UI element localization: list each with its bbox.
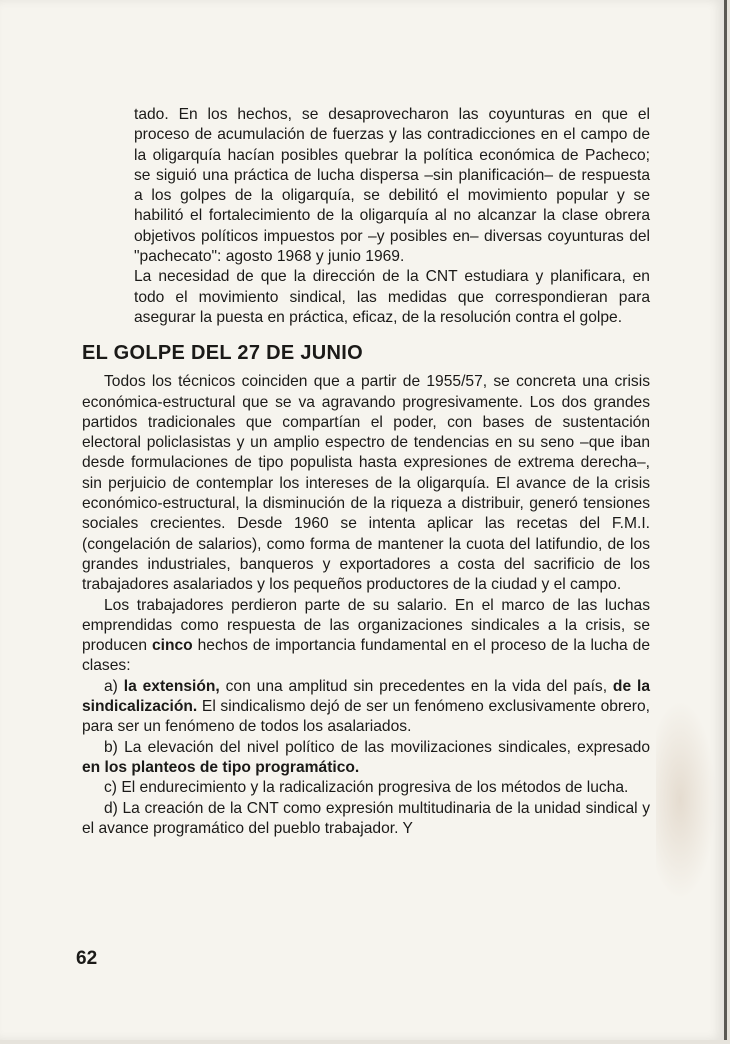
text-run: hechos de importancia fundamental en el proceso de la lucha de clases: [82, 637, 650, 675]
list-item-c: c) El endurecimiento y la radicalización progresiva de los métodos de lucha. [104, 779, 629, 797]
bold-run: en los planteos de tipo programático. [82, 758, 360, 776]
indented-block [82, 105, 650, 328]
page-number: 62 [76, 948, 98, 969]
list-item-d: d) La creación de la CNT como expresión multitudinaria de la unidad sindical y el avance programático del pueblo trabajador. Y [82, 799, 650, 837]
paragraph-continued: tado. En los hechos, se desaprovecharon las coyunturas en que el proceso de acumulación de fuerzas y las contradicciones en el campo de la oligarquía hacían posibles quebrar la política económica de Pacheco; se siguió una práctica de lucha dispersa –sin planificación– de respuesta a los golpes de la oligarquía, se debilitó el movimiento popular y se habilitó el fortalecimiento de la oligarquía al no alcanzar la clase obrera objetivos políticos impuestos por –y posibles en– diversas coyunturas del "pachecato": agosto 1968 y junio 1969. [134, 106, 650, 266]
body-text [82, 105, 650, 839]
paragraph-crisis: Todos los técnicos coinciden que a partir de 1955/57, se concreta una crisis económica-estructural que se va agravando progresivamente. Los dos grandes partidos tradicionales que compartían el poder, con bases de sustentación electoral policlasistas y un amplio espectro de tendencias en su seno –que iban desde formulaciones de tipo populista hasta expresiones de extrema derecha–, sin perjuicio de contemplar los intereses de la oligarquía. El avance de la crisis económico-estructural, la disminución de la riqueza a distribuir, generó tensiones sociales crecientes. Desde 1960 se intenta aplicar las recetas del F.M.I. (congelación de salarios), como forma de mantener la cuota del latifundio, de los grandes industriales, banqueros y exportadores a costa del sacrificio de los trabajadores asalariados y los pequeños productores de la ciudad y el campo. [82, 373, 650, 594]
paragraph-cnt-planning: La necesidad de que la dirección de la CNT estudiara y planificara, en todo el movimiento sindical, las medidas que correspondieran para asegurar la puesta en práctica, eficaz, de la resolución contra el golpe. [134, 268, 650, 326]
item-label: a) [104, 677, 124, 695]
list-item-b [82, 738, 650, 779]
text-run: Los trabajadores perdieron parte de su salario. En el marco de las luchas emprendidas como respuesta de las organizaciones sindicales a la crisis, se producen [82, 596, 650, 655]
section-heading: EL GOLPE DEL 27 DE JUNIO [82, 342, 363, 365]
text-run: con una amplitud sin precedentes en la vida del país, [219, 677, 613, 695]
text-run: El sindicalismo dejó de ser un fenómeno exclusivamente obrero, para ser un fenómeno de todos los asalariados. [82, 698, 650, 736]
bold-run: cinco [151, 637, 193, 655]
bold-run: la extensión, [123, 677, 220, 695]
text-run: b) La elevación del nivel político de las movilizaciones sindicales, expresado [104, 738, 650, 756]
bold-run: de la sindicalización. [82, 677, 650, 716]
paragraph-five-facts [82, 596, 650, 677]
list-item-a [82, 677, 650, 738]
